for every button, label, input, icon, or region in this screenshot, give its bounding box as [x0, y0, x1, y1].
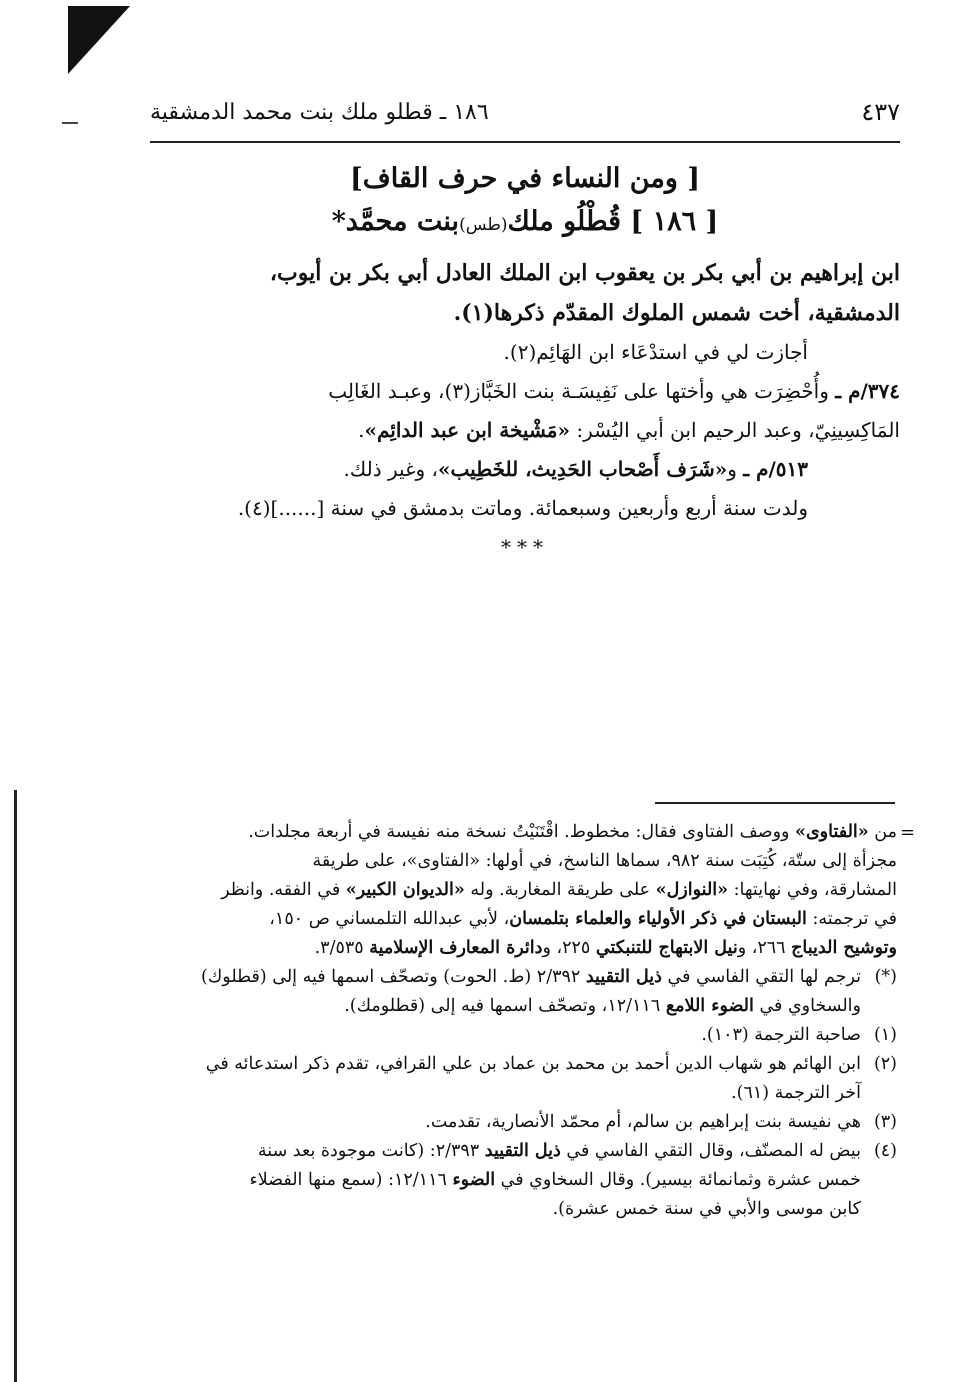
footnote-3: (٣) هي نفيسة بنت إبراهيم بن سالم، أم محمّد الأنصارية، تقدمت. [145, 1108, 897, 1137]
entry-title [150, 200, 900, 247]
footnote-2: (٢) ابن الهائم هو شهاب الدين أحمد بن محمد بن عماد بن علي القرافي، تقدم ذكر استدعائه في آخر الترجمة (٦١). [145, 1050, 897, 1108]
footnote-marker: (٢) [873, 1054, 897, 1074]
section-end-stars: *** [501, 535, 549, 559]
book-title-mashyakha: «مَشْيخة ابن عبد الدائِم» [364, 418, 571, 442]
ref-374: ٣٧٤/م ـ [835, 379, 900, 403]
footnote-continuation: من «الفتاوى» ووصف الفتاوى فقال: مخطوط. اقْتَنَيْتُ نسخة منه نفيسة في أربعة مجلدات. مجزأة إلى ستّة، كُتِبَت سنة ٩٨٢، سماها الناسخ، في أولها: «الفتاوى»، على طريقة المشارقة، وفي نهايتها: «النوازل» على طريقة المغاربة. وله «الديوان الكبير» في الفقه. وانظر في ترجمته: البستان في ذكر الأولياء والعلماء بتلمسان، لأبي عبدالله التلمساني ص ١٥٠، وتوشيح الديباج ٢٦٦، ونيل الابتهاج للتنبكتي ٢٢٥، ودائرة المعارف الإسلامية ٣/٥٣٥. [221, 822, 897, 958]
ref-513: ٥١٣/م ـ [743, 457, 808, 481]
footnote-marker: (٣) [873, 1112, 897, 1132]
continuation-mark: = [900, 822, 916, 843]
footnote-marker: (٤) [873, 1141, 897, 1161]
birth-death-paragraph: ولدت سنة أربع وأربعين وسبعمائة. وماتت بدمشق في سنة [......](٤). [237, 496, 808, 520]
header-rule [150, 141, 900, 143]
footnotes [145, 818, 897, 1224]
page-header [150, 92, 900, 132]
footnote-marker: (*) [874, 967, 897, 987]
footnote-4: (٤) بيض له المصنّف، وقال التقي الفاسي في ذيل التقييد ٢/٣٩٣: (كانت موجودة بعد سنة خمس عشرة وثمانمائة بيسير). وقال السخاوي في الضوء ١٢/١١٦: (سمع منها الفضلاء كابن موسى والأبي في سنة خمس عشرة). [145, 1137, 897, 1224]
margin-tick [62, 122, 78, 124]
entry-title-name: [ ١٨٦ ] قُطْلُو ملك [507, 206, 719, 237]
lineage-line-1: ابن إبراهيم بن أبي بكر بن يعقوب ابن الملك العادل أبي بكر بن أيوب، [269, 260, 900, 286]
ijaza-paragraph: أجازت لي في استدْعَاء ابن الهَائِم(٢). [503, 340, 808, 364]
hearing-374-line-2: المَاكِسِينِيّ، وعبد الرحيم ابن أبي اليُسْر: «مَشْيخة ابن عبد الدائِم». [358, 418, 900, 442]
lineage-line-2: الدمشقية، أخت شمس الملوك المقدّم ذكرها(١). [453, 300, 900, 326]
page-number: ٤٣٧ [861, 98, 900, 126]
hearing-513: ٥١٣/م ـ و«شَرَف أَصْحاب الحَدِيث، للخَطِيب»، وغير ذلك. [343, 457, 808, 481]
entry-siglum: (طس) [459, 215, 508, 235]
section-title: [ ومن النساء في حرف القاف] [349, 163, 701, 194]
footnote-star: (*) ترجم لها التقي الفاسي في ذيل التقييد ٢/٣٩٢ (ط. الحوت) وتصحّف اسمها فيه إلى (قطلوك) والسخاوي في الضوء اللامع ١٢/١١٦، وتصحّف اسمها فيه إلى (قطلومك). [145, 963, 897, 1021]
footnote-marker: (١) [873, 1025, 897, 1045]
running-head: ١٨٦ ـ قطلو ملك بنت محمد الدمشقية [150, 99, 489, 125]
main-text [150, 158, 900, 566]
entry-title-rest: بنت محمَّد* [331, 206, 460, 237]
binding-edge-line [14, 790, 17, 1382]
footnote-separator [655, 802, 895, 804]
corner-triangle-mark [68, 6, 130, 74]
book-title-sharaf: «شَرَف أَصْحاب الحَدِيث، للخَطِيب» [438, 457, 728, 481]
footnote-1: (١) صاحبة الترجمة (١٠٣). [145, 1021, 897, 1050]
hearing-374-line-1: ٣٧٤/م ـ وأُحْضِرَت هي وأختها على نَفِيسَـة بنت الخَبَّاز(٣)، وعبـد الغَالِب [328, 379, 900, 403]
